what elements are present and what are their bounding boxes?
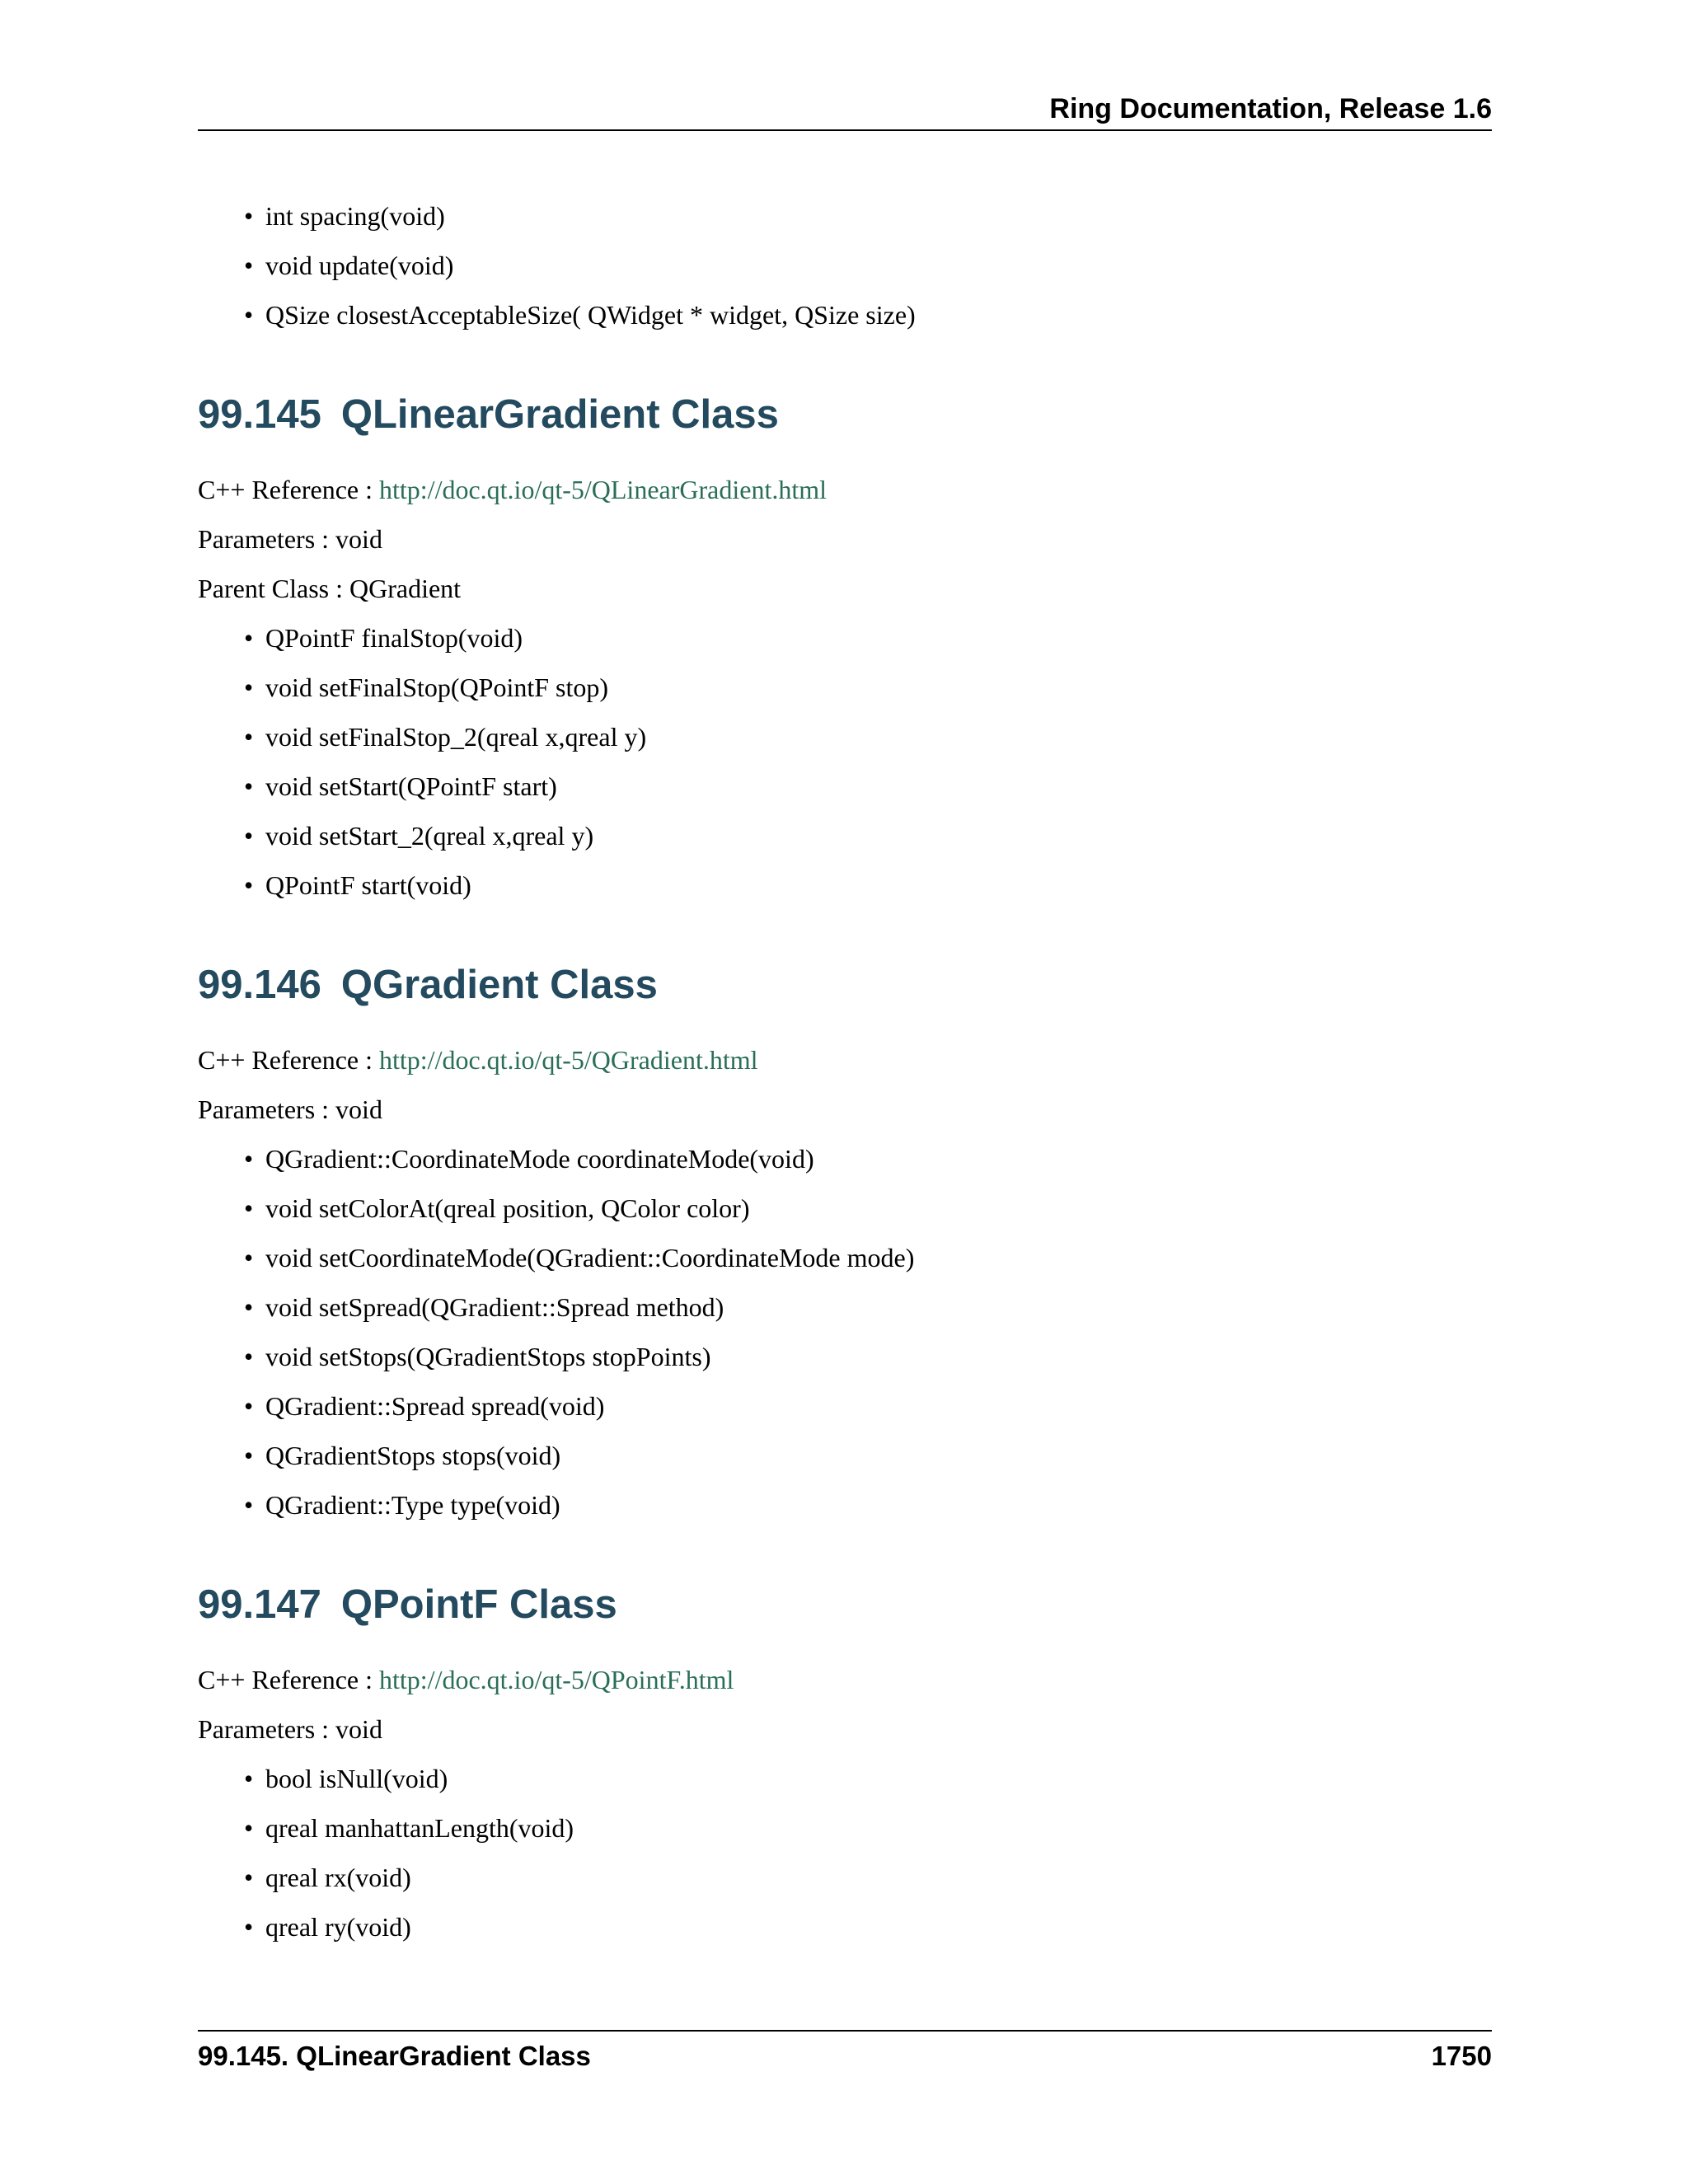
page-content xyxy=(198,191,1492,1952)
method-item: • void setFinalStop(QPointF stop) xyxy=(265,663,1492,712)
reference-link[interactable]: http://doc.qt.io/qt-5/QLinearGradient.html xyxy=(379,475,827,504)
method-item: • void setCoordinateMode(QGradient::CoordinateMode mode) xyxy=(265,1233,1492,1282)
reference-label: C++ Reference : xyxy=(198,1665,373,1694)
method-item: • bool isNull(void) xyxy=(265,1754,1492,1803)
method-item: • void setColorAt(qreal position, QColor color) xyxy=(265,1183,1492,1233)
section-number: 99.146 xyxy=(198,963,321,1007)
method-item: • void setStart_2(qreal x,qreal y) xyxy=(265,811,1492,860)
method-item: • qreal manhattanLength(void) xyxy=(265,1803,1492,1853)
method-item: • int spacing(void) xyxy=(265,191,1492,241)
section-heading xyxy=(198,961,1492,1009)
method-list xyxy=(198,1754,1492,1952)
section-qlineargradient xyxy=(198,391,1492,910)
page-number: 1750 xyxy=(1431,2041,1492,2071)
running-header xyxy=(198,92,1492,131)
cpp-reference xyxy=(198,1035,1492,1085)
method-item: • void setStops(QGradientStops stopPoints) xyxy=(265,1332,1492,1381)
section-title: QLinearGradient Class xyxy=(340,392,779,437)
document-title: Ring Documentation, Release 1.6 xyxy=(1049,93,1492,124)
method-list xyxy=(198,613,1492,910)
parameters: Parameters : void xyxy=(198,524,382,554)
method-item: • QGradient::CoordinateMode coordinateMode(void) xyxy=(265,1134,1492,1183)
method-item: • void setSpread(QGradient::Spread method) xyxy=(265,1282,1492,1332)
method-item: • void setFinalStop_2(qreal x,qreal y) xyxy=(265,712,1492,762)
method-item: • qreal ry(void) xyxy=(265,1902,1492,1952)
cpp-reference xyxy=(198,465,1492,514)
section-qgradient xyxy=(198,961,1492,1530)
reference-label: C++ Reference : xyxy=(198,1045,373,1075)
method-list xyxy=(198,1134,1492,1530)
method-item: • qreal rx(void) xyxy=(265,1853,1492,1902)
method-item: • QGradientStops stops(void) xyxy=(265,1431,1492,1480)
section-heading xyxy=(198,1581,1492,1629)
method-item: • QSize closestAcceptableSize( QWidget * widget, QSize size) xyxy=(265,290,1492,340)
running-footer xyxy=(198,2030,1492,2071)
method-item: • void setStart(QPointF start) xyxy=(265,762,1492,811)
reference-link[interactable]: http://doc.qt.io/qt-5/QPointF.html xyxy=(379,1665,734,1694)
parameters: Parameters : void xyxy=(198,1714,382,1744)
reference-link[interactable]: http://doc.qt.io/qt-5/QGradient.html xyxy=(379,1045,758,1075)
section-number: 99.147 xyxy=(198,1582,321,1627)
parameters: Parameters : void xyxy=(198,1094,382,1124)
parent-class: Parent Class : QGradient xyxy=(198,574,462,603)
method-item: • QGradient::Type type(void) xyxy=(265,1480,1492,1530)
method-item: • void update(void) xyxy=(265,241,1492,290)
method-item: • QPointF start(void) xyxy=(265,860,1492,910)
footer-section-title: 99.145. QLinearGradient Class xyxy=(198,2041,591,2071)
section-title: QPointF Class xyxy=(340,1582,617,1627)
section-number: 99.145 xyxy=(198,392,321,437)
section-title: QGradient Class xyxy=(340,963,658,1007)
section-qpointf xyxy=(198,1581,1492,1952)
method-item: • QGradient::Spread spread(void) xyxy=(265,1381,1492,1431)
reference-label: C++ Reference : xyxy=(198,475,373,504)
cpp-reference xyxy=(198,1655,1492,1704)
method-list-continued xyxy=(198,191,1492,340)
section-heading xyxy=(198,391,1492,438)
method-item: • QPointF finalStop(void) xyxy=(265,613,1492,663)
